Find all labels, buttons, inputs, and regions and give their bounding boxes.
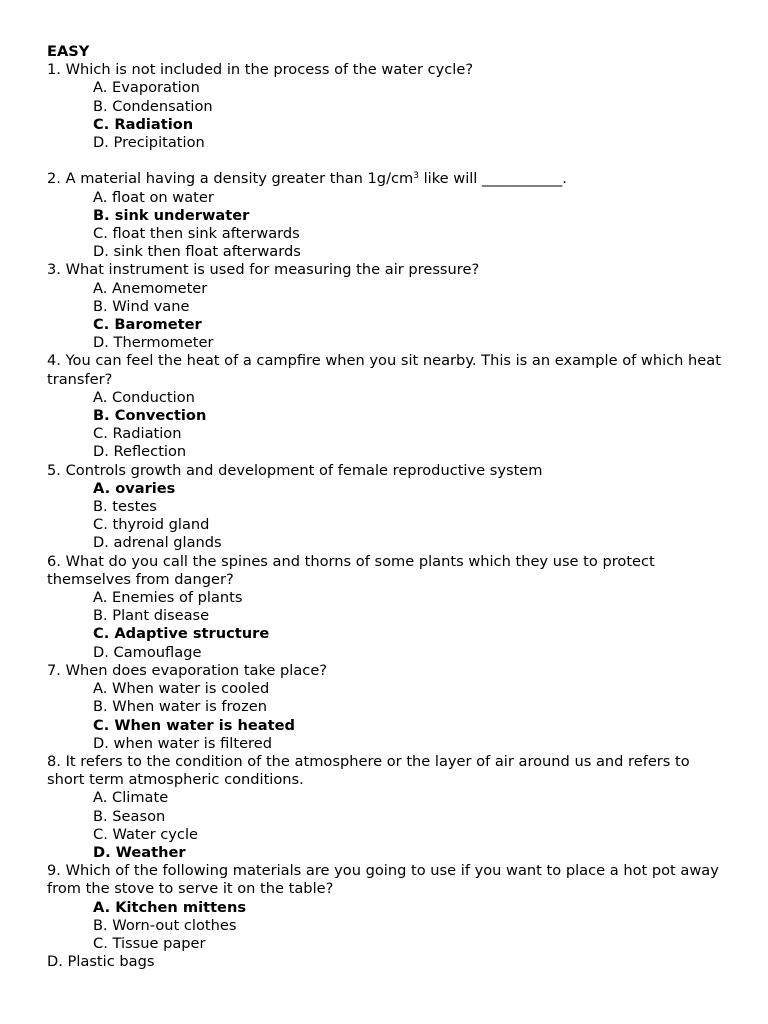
option-5b xyxy=(47,498,727,516)
option-letter: D. xyxy=(93,643,109,661)
question-2 xyxy=(47,170,727,188)
option-text: Water cycle xyxy=(112,825,198,843)
option-letter: A. xyxy=(93,680,108,698)
option-4c xyxy=(47,425,727,443)
option-letter: D. xyxy=(93,843,111,861)
option-text: ovaries xyxy=(115,479,176,497)
option-letter: B. xyxy=(93,297,108,315)
option-text: When water is cooled xyxy=(112,680,270,698)
question-text: Which is not included in the process of the water cycle? xyxy=(65,61,474,79)
question-3 xyxy=(47,261,727,279)
option-letter: A. xyxy=(93,79,108,97)
option-5d xyxy=(47,534,727,552)
option-2c xyxy=(47,225,727,243)
question-8 xyxy=(47,753,727,789)
option-text: Condensation xyxy=(112,97,213,115)
option-letter: B. xyxy=(93,916,108,934)
question-text: A material having a density greater than 1g/cm xyxy=(65,170,414,188)
question-number: 9. xyxy=(47,862,61,880)
option-1d xyxy=(47,134,727,152)
option-text: Barometer xyxy=(114,316,202,334)
question-number: 1. xyxy=(47,61,61,79)
option-1b xyxy=(47,98,727,116)
option-text: Enemies of plants xyxy=(112,589,243,607)
option-letter: A. xyxy=(93,898,111,916)
option-text: Radiation xyxy=(112,425,182,443)
option-letter: D. xyxy=(93,534,109,552)
option-letter: C. xyxy=(93,225,108,243)
option-6c-answer xyxy=(47,625,727,643)
question-1 xyxy=(47,61,727,79)
option-letter: C. xyxy=(93,825,108,843)
option-6a xyxy=(47,589,727,607)
option-letter: C. xyxy=(93,716,110,734)
question-number: 5. xyxy=(47,461,61,479)
question-number: 2. xyxy=(47,170,61,188)
option-letter: A. xyxy=(93,789,108,807)
option-text: Reflection xyxy=(113,443,187,461)
option-text: thyroid gland xyxy=(112,516,210,534)
option-letter: D. xyxy=(93,334,109,352)
option-text: Convection xyxy=(114,407,207,425)
option-letter: A. xyxy=(93,589,108,607)
option-letter: A. xyxy=(93,479,111,497)
option-text: Camouflage xyxy=(113,643,202,661)
question-4 xyxy=(47,352,727,388)
question-number: 7. xyxy=(47,661,61,679)
option-letter: D. xyxy=(93,134,109,152)
option-text: Conduction xyxy=(112,388,195,406)
option-text: Wind vane xyxy=(112,297,190,315)
option-letter: C. xyxy=(93,516,108,534)
option-3c-answer xyxy=(47,316,727,334)
option-2a xyxy=(47,189,727,207)
option-letter: D. xyxy=(93,734,109,752)
option-letter: C. xyxy=(93,425,108,443)
option-text: Climate xyxy=(112,789,169,807)
option-text: float then sink afterwards xyxy=(112,225,300,243)
option-letter: C. xyxy=(93,934,108,952)
option-text: When water is frozen xyxy=(112,698,267,716)
question-text: Controls growth and development of female reproductive system xyxy=(65,461,543,479)
option-4b-answer xyxy=(47,407,727,425)
option-text: adrenal glands xyxy=(113,534,222,552)
option-text: Radiation xyxy=(114,115,194,133)
question-text: Which of the following materials are you going to use if you want to place a hot pot away from the stove to serve it on the table? xyxy=(47,862,719,898)
option-9a-answer xyxy=(47,899,727,917)
option-text: When water is heated xyxy=(114,716,295,734)
option-7d xyxy=(47,735,727,753)
option-text: Tissue paper xyxy=(112,934,206,952)
question-text: You can feel the heat of a campfire when you sit nearby. This is an example of which heat transfer? xyxy=(47,352,721,388)
option-letter: A. xyxy=(93,388,108,406)
option-letter: C. xyxy=(93,115,110,133)
option-7a xyxy=(47,680,727,698)
question-number: 8. xyxy=(47,752,61,770)
option-letter: A. xyxy=(93,279,108,297)
option-letter: B. xyxy=(93,407,110,425)
quiz-content xyxy=(47,43,727,971)
option-9c xyxy=(47,935,727,953)
option-text: testes xyxy=(112,498,157,516)
question-6 xyxy=(47,553,727,589)
option-text: when water is filtered xyxy=(113,734,272,752)
option-letter: D. xyxy=(47,953,63,971)
option-3a xyxy=(47,280,727,298)
option-text: Worn-out clothes xyxy=(112,916,237,934)
option-9b xyxy=(47,917,727,935)
superscript: 3 xyxy=(413,171,419,182)
option-text: Adaptive structure xyxy=(114,625,270,643)
option-8a xyxy=(47,789,727,807)
option-8d-answer xyxy=(47,844,727,862)
option-8c xyxy=(47,826,727,844)
option-7c-answer xyxy=(47,717,727,735)
option-text: Weather xyxy=(115,843,186,861)
option-letter: B. xyxy=(93,607,108,625)
option-text: Anemometer xyxy=(112,279,208,297)
option-1a xyxy=(47,79,727,97)
question-text: It refers to the condition of the atmosphere or the layer of air around us and refers to short term atmospheric conditions. xyxy=(47,752,690,789)
option-letter: D. xyxy=(93,443,109,461)
option-2d xyxy=(47,243,727,261)
option-letter: C. xyxy=(93,316,110,334)
option-letter: D. xyxy=(93,243,109,261)
option-text: float on water xyxy=(112,188,214,206)
option-letter: B. xyxy=(93,498,108,516)
question-text: When does evaporation take place? xyxy=(65,661,328,679)
option-4d xyxy=(47,443,727,461)
option-letter: B. xyxy=(93,807,108,825)
question-text: What instrument is used for measuring the air pressure? xyxy=(65,261,480,279)
option-text: Season xyxy=(112,807,166,825)
question-text: What do you call the spines and thorns of some plants which they use to protect themselves from danger? xyxy=(47,552,655,588)
option-6d xyxy=(47,644,727,662)
option-letter: B. xyxy=(93,698,108,716)
option-9d xyxy=(47,953,727,971)
option-5c xyxy=(47,516,727,534)
question-number: 6. xyxy=(47,552,61,570)
option-3d xyxy=(47,334,727,352)
option-5a-answer xyxy=(47,480,727,498)
option-text: Kitchen mittens xyxy=(115,898,247,916)
question-number: 4. xyxy=(47,352,61,370)
option-7b xyxy=(47,698,727,716)
blank-line xyxy=(47,152,727,170)
option-letter: A. xyxy=(93,188,108,206)
option-6b xyxy=(47,607,727,625)
option-2b-answer xyxy=(47,207,727,225)
option-letter: B. xyxy=(93,206,110,224)
option-text: Evaporation xyxy=(112,79,200,97)
question-number: 3. xyxy=(47,261,61,279)
question-9 xyxy=(47,862,727,898)
option-text: Plastic bags xyxy=(67,953,155,971)
option-1c-answer xyxy=(47,116,727,134)
question-5 xyxy=(47,462,727,480)
option-letter: C. xyxy=(93,625,110,643)
option-text: Precipitation xyxy=(113,134,205,152)
option-text: sink then float afterwards xyxy=(113,243,301,261)
option-letter: B. xyxy=(93,97,108,115)
option-4a xyxy=(47,389,727,407)
option-3b xyxy=(47,298,727,316)
option-text: Plant disease xyxy=(112,607,210,625)
question-7 xyxy=(47,662,727,680)
section-heading: EASY xyxy=(47,43,90,60)
option-text: sink underwater xyxy=(114,206,250,224)
option-text: Thermometer xyxy=(113,334,214,352)
question-text-end: like will ___________. xyxy=(418,170,567,188)
option-8b xyxy=(47,808,727,826)
